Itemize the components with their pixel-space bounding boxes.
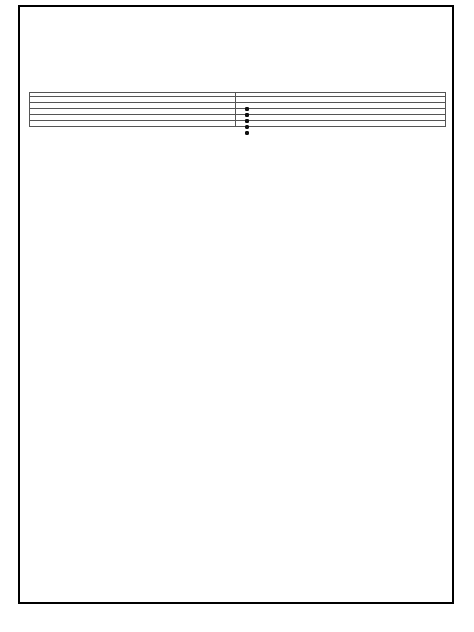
student-cell bbox=[30, 121, 236, 127]
teach-cell bbox=[236, 121, 446, 127]
cheat-sheet-table bbox=[29, 92, 446, 127]
table-row bbox=[30, 121, 446, 127]
